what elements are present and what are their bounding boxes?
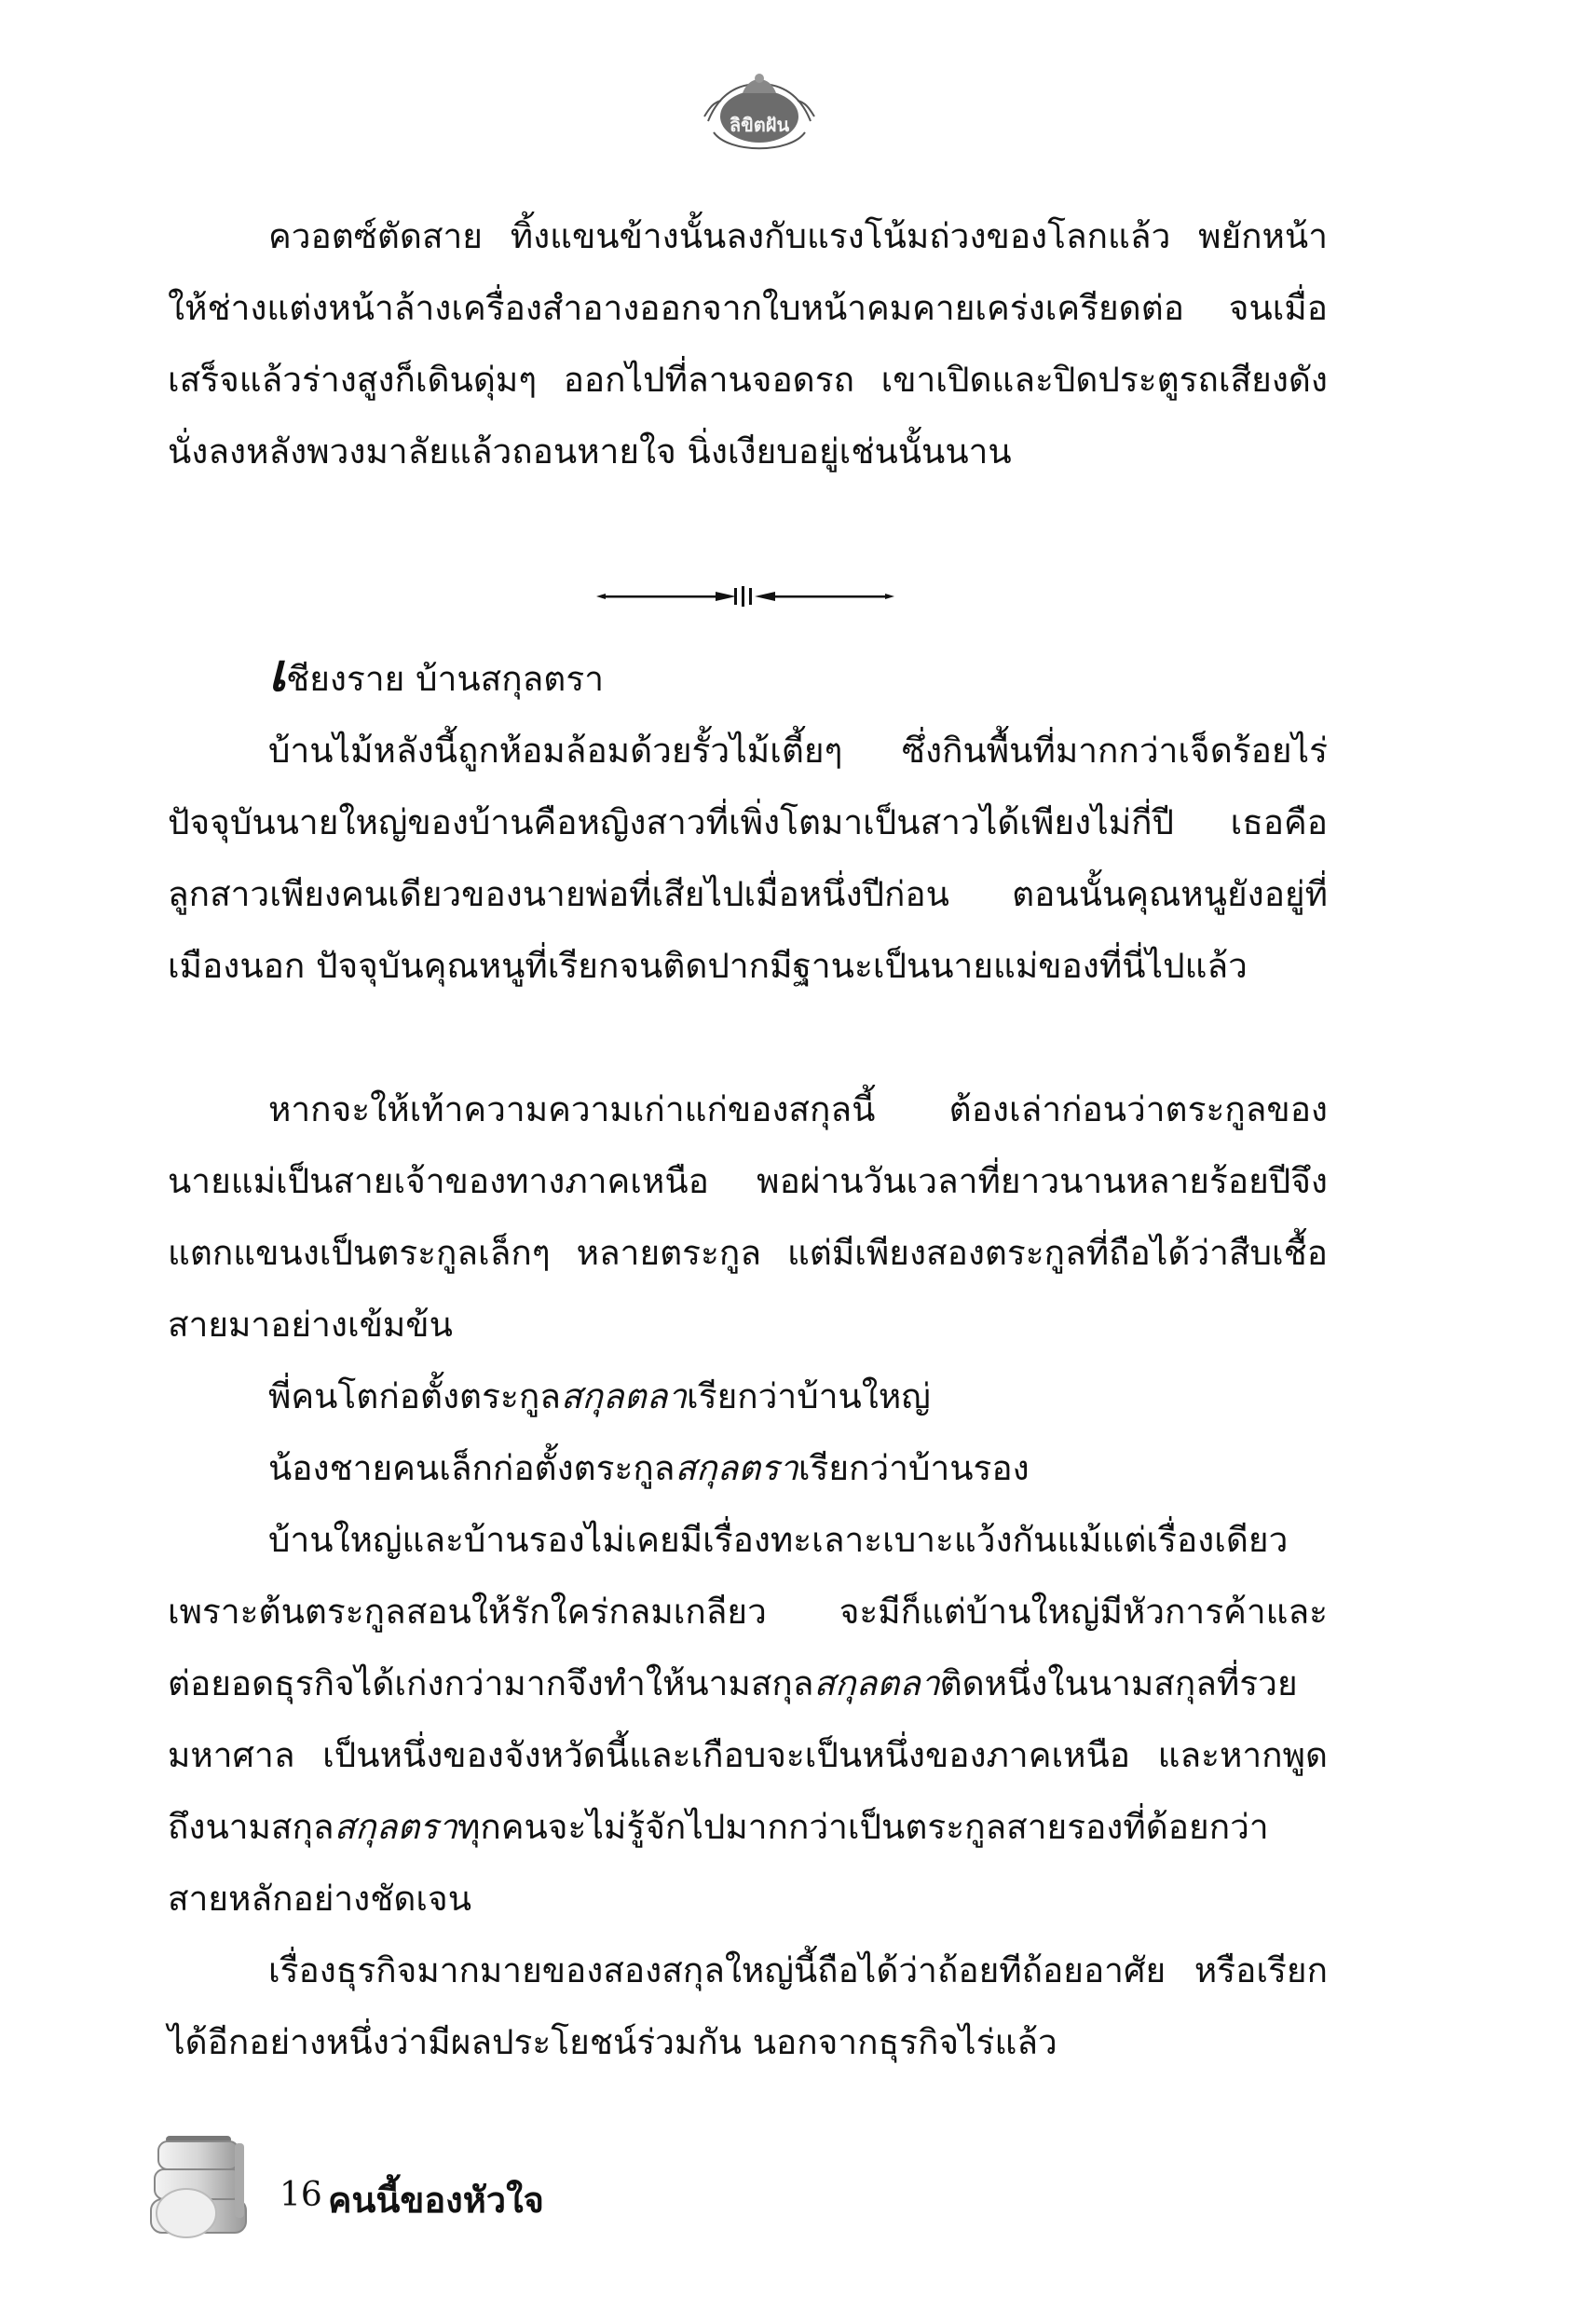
line-younger-tail: เรียกว่าบ้านรอง — [798, 1448, 1030, 1488]
section-heading — [168, 643, 1328, 715]
book-title: คนนี้ของหัวใจ — [328, 2180, 544, 2221]
section-heading-text: ชียงราย บ้านสกุลตรา — [286, 659, 604, 699]
family-name-italic-1: สกุลตลา — [813, 1663, 940, 1703]
paragraph-lineage: หากจะให้เท้าความความเก่าแก่ของสกุลนี้ ต้องเล่าก่อนว่าตระกูลของนายแม่เป็นสายเจ้าของทางภาคเหนือ พอผ่านวันเวลาที่ยาวนานหลายร้อยปีจึงแตกแขนงเป็นตระกูลเล็กๆ หลายตระกูล แต่มีเพียงสองตระกูลที่ถือได้ว่าสืบเชื้อสายมาอย่างเข้มข้น — [168, 1089, 1328, 1345]
line-younger-family — [168, 1432, 1328, 1504]
family-name-elder: สกุลตลา — [560, 1376, 688, 1416]
family-name-younger: สกุลตรา — [675, 1448, 798, 1488]
paragraph-business: เรื่องธุรกิจมากมายของสองสกุลใหญ่นี้ถือได้ว่าถ้อยทีถ้อยอาศัย หรือเรียกได้อีกอย่างหนึ่งว่ามีผลประโยชน์ร่วมกัน นอกจากธุรกิจไร่แล้ว — [168, 1950, 1328, 2062]
page-number: 16 — [280, 2176, 322, 2214]
line-younger-text: น้องชายคนเล็กก่อตั้งตระกูล — [268, 1448, 675, 1488]
paragraph-opening: ควอตซ์ตัดสาย ทิ้งแขนข้างนั้นลงกับแรงโน้มถ่วงของโลกแล้ว พยักหน้าให้ช่างแต่งหน้าล้างเครื่องสำอางออกจากใบหน้าคมคายเคร่งเครียดต่อ จนเมื่อเสร็จแล้วร่างสูงก็เดินดุ่มๆ ออกไปที่ลานจอดรถ เขาเปิดและปิดประตูรถเสียงดัง นั่งลงหลังพวงมาลัยแล้วถอนหายใจ นิ่งเงียบอยู่เช่นนั้นนาน — [168, 216, 1328, 472]
food-carrier-icon — [130, 2125, 270, 2264]
family-name-italic-2: สกุลตรา — [334, 1807, 457, 1847]
drop-cap: เ — [268, 642, 287, 704]
logo-text: ลิขิตฝัน — [729, 114, 790, 136]
paragraph-houses — [168, 1504, 1328, 1935]
line-elder-text: พี่คนโตก่อตั้งตระกูล — [268, 1376, 561, 1416]
houses-text-1: บ้านใหญ่และบ้านรองไม่เคยมีเรื่องทะเลาะเบาะแว้งกันแม้แต่เรื่องเดียว เพราะต้นตระกูลสอนให้รักใคร่กลมเกลียว จะมีก็แต่บ้านใหญ่มีหัวการค้าและต่อยอดธุรกิจได้เก่งกว่ามากจึงทำให้นามสกุล — [168, 1520, 1328, 1703]
line-elder-family — [168, 1361, 1328, 1432]
houses-text-2: ติดหนึ่งในนามสกุลที่รวยมหาศาล เป็นหนึ่งของจังหวัดนี้และเกือบจะเป็นหนึ่งของภาคเหนือ และหากพูดถึงนามสกุล — [168, 1663, 1328, 1847]
publisher-logo — [701, 65, 818, 168]
line-elder-tail: เรียกว่าบ้านใหญ่ — [687, 1376, 931, 1416]
section-divider — [596, 582, 894, 610]
paragraph-house: บ้านไม้หลังนี้ถูกห้อมล้อมด้วยรั้วไม้เตี้ยๆ ซึ่งกินพื้นที่มากกว่าเจ็ดร้อยไร่ ปัจจุบันนายใหญ่ของบ้านคือหญิงสาวที่เพิ่งโตมาเป็นสาวได้เพียงไม่กี่ปี เธอคือลูกสาวเพียงคนเดียวของนายพ่อที่เสียไปเมื่อหนึ่งปีก่อน ตอนนั้นคุณหนูยังอยู่ที่เมืองนอก ปัจจุบันคุณหนูที่เรียกจนติดปากมีฐานะเป็นนายแม่ของที่นี่ไปแล้ว — [168, 731, 1328, 986]
houses-text-3: ทุกคนจะไม่รู้จักไปมากกว่าเป็นตระกูลสายรองที่ด้อยกว่าสายหลักอย่างชัดเจน — [168, 1807, 1269, 1919]
